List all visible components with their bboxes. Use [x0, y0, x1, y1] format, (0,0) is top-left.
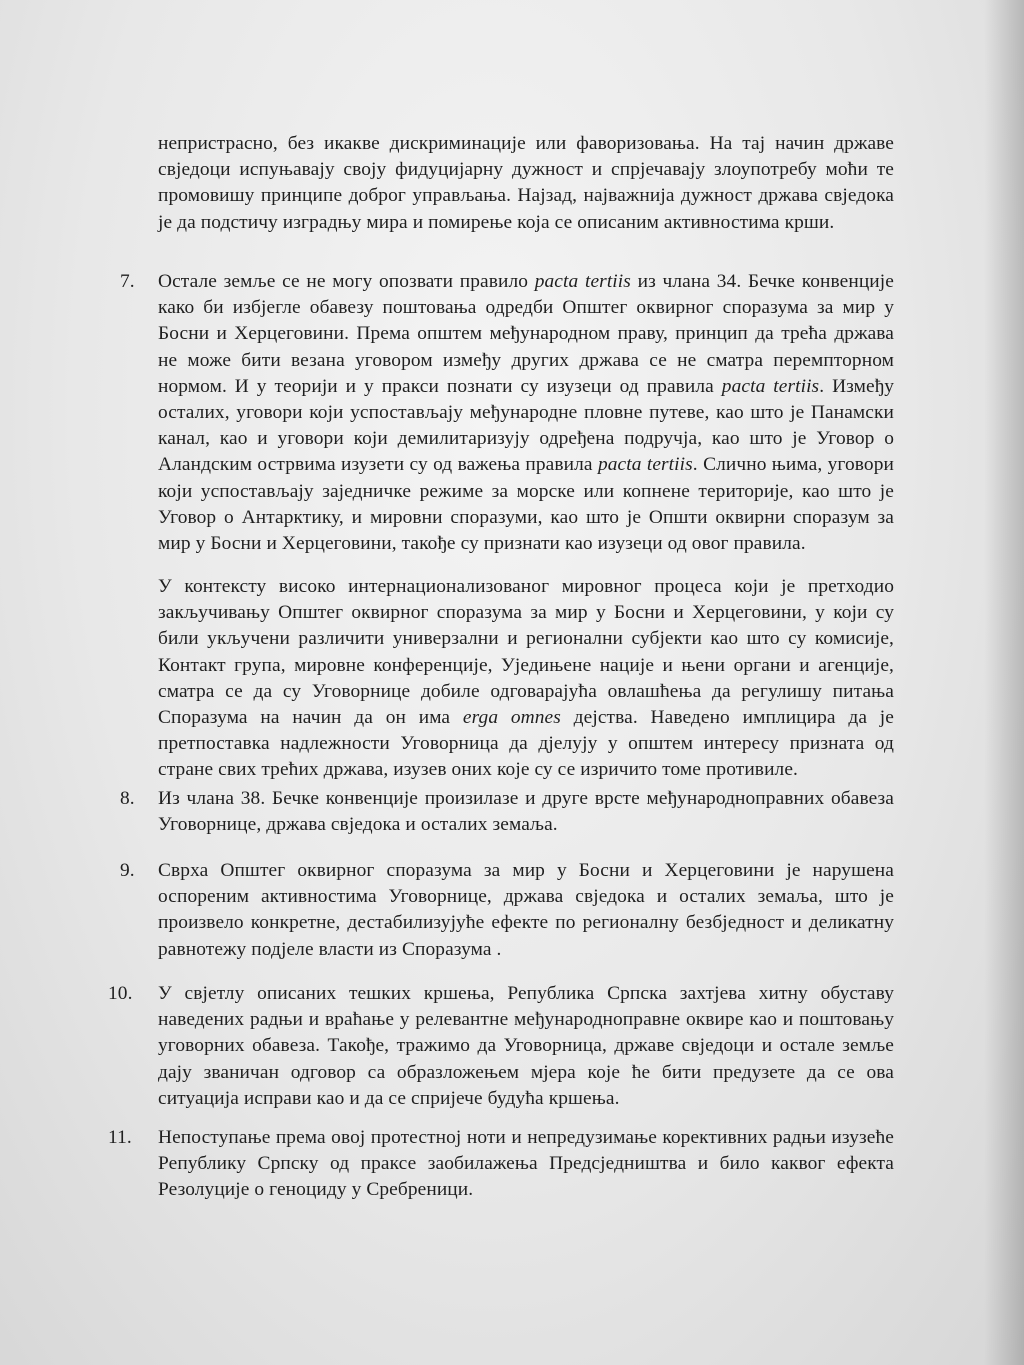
text-run: У свјетлу описаних тешких кршења, Република Српска захтјева хитну обуставу наведених радњи и враћање у релевантне међународноправне оквире као и поштовању уговорних обавеза. Такође, тражимо да Уговорница, државе свједоци и остале земље дају званичан одговор са образложењем мјера које ће бити предузете да се ова ситуација исправи као и да се спријече будућа кршења.	[158, 983, 894, 1109]
text-run: Из члана 38. Бечке конвенције произилазе и друге врсте међународноправних обавеза Уговорнице, држава свједока и осталих земаља.	[158, 788, 894, 836]
text-run: непристрасно, без икакве дискриминације или фаворизовања. На тај начин државе свједоци испуњавају своју фидуцијарну дужност и спрјечавају злоупотребу моћи те промовишу принципе доброг управљања. Најзад, најважнија дужност држава свједока је да подстичу изградњу мира и помирење која се описаним активностима крши.	[158, 133, 894, 233]
paragraph-text	[158, 983, 894, 1109]
text-run: У контексту високо интернационализованог мировног процеса који је претходио закључивању Општег оквирног споразума за мир у Босни и Херцеговини, у који су били укључени различити универзални и регионални субјекти као што су комисије, Контакт група, мировне конференције, Уједињене нације и њени органи и агенције, сматра се да су Уговорнице добиле одговарајућа овлашћења да регулишу питања Споразума на начин да он има	[158, 576, 894, 729]
text-run: Непоступање према овој протестној ноти и непредузимање корективних радњи изузеће Републику Српску од праксе заобилажења Предсједништва и било каквог ефекта Резолуције о геноциду у Сребреници.	[158, 1127, 894, 1201]
text-run: дејства. Наведено имплицира да је претпоставка надлежности Уговорница да дјелују у општем интересу призната од стране свих трећих држава, изузев оних које су се изричито томе противиле.	[158, 707, 894, 781]
italic-term: pacta tertiis	[721, 375, 820, 397]
text-run: . Између осталих, уговори који успостављају међународне пловне путеве, као што је Панамски канал, као и уговори који демилитаризују одређена подручја, као што је Уговор о Аландским острвима изузети су од важења правила	[158, 375, 894, 476]
paragraph-9	[120, 858, 894, 963]
paragraph-text	[158, 788, 894, 835]
paragraph-text	[158, 1127, 894, 1200]
italic-term: erga omnes	[462, 707, 561, 729]
paragraph-8	[120, 786, 894, 838]
paragraph-number: 7.	[120, 271, 135, 292]
paragraph-text	[158, 271, 894, 554]
paragraph-number: 11.	[108, 1127, 132, 1148]
italic-term: pacta tertiis	[534, 271, 631, 292]
text-run: из члана 34. Бечке конвенције како би избјегле обавезу поштовања одредби Општег оквирног споразума за мир у Босни и Херцеговини. Према општем међународном праву, принцип да трећа држава не може бити везана уговором између других држава се не сматра перемпторном нормом. И у теорији и у пракси познати су изузеци од правила	[158, 271, 894, 397]
paragraph-11	[108, 1125, 894, 1204]
paragraph-number: 10.	[108, 983, 133, 1004]
paragraph-number: 8.	[120, 788, 135, 809]
text-run: Остале земље се не могу опозвати правило	[158, 271, 535, 292]
text-run: . Слично њима, уговори који успостављају заједничке режиме за морске или копнене територије, као што је Уговор о Антарктику, и мировни споразуми, као што је Општи оквирни споразум за мир у Босни и Херцеговини, такође су признати као изузеци од овог правила.	[158, 454, 894, 555]
paragraph-text	[158, 860, 894, 960]
italic-term: pacta tertiis	[597, 454, 693, 476]
paragraph-text	[158, 576, 894, 780]
paragraph-continuation	[158, 131, 894, 236]
paragraph-7-continued	[158, 574, 894, 784]
page-edge-shadow	[984, 0, 1024, 1365]
paragraph-text	[158, 133, 894, 233]
paragraph-10	[108, 981, 894, 1112]
paragraph-7	[120, 269, 894, 557]
paragraph-number: 9.	[120, 860, 135, 881]
text-run: Сврха Општег оквирног споразума за мир у Босни и Херцеговини је нарушена оспореним активностима Уговорнице, држава свједока и осталих земаља, што је произвело конкретне, дестабилизујуће ефекте по регионалну безбједност и деликатну равнотежу подјеле власти из Споразума .	[158, 860, 894, 960]
